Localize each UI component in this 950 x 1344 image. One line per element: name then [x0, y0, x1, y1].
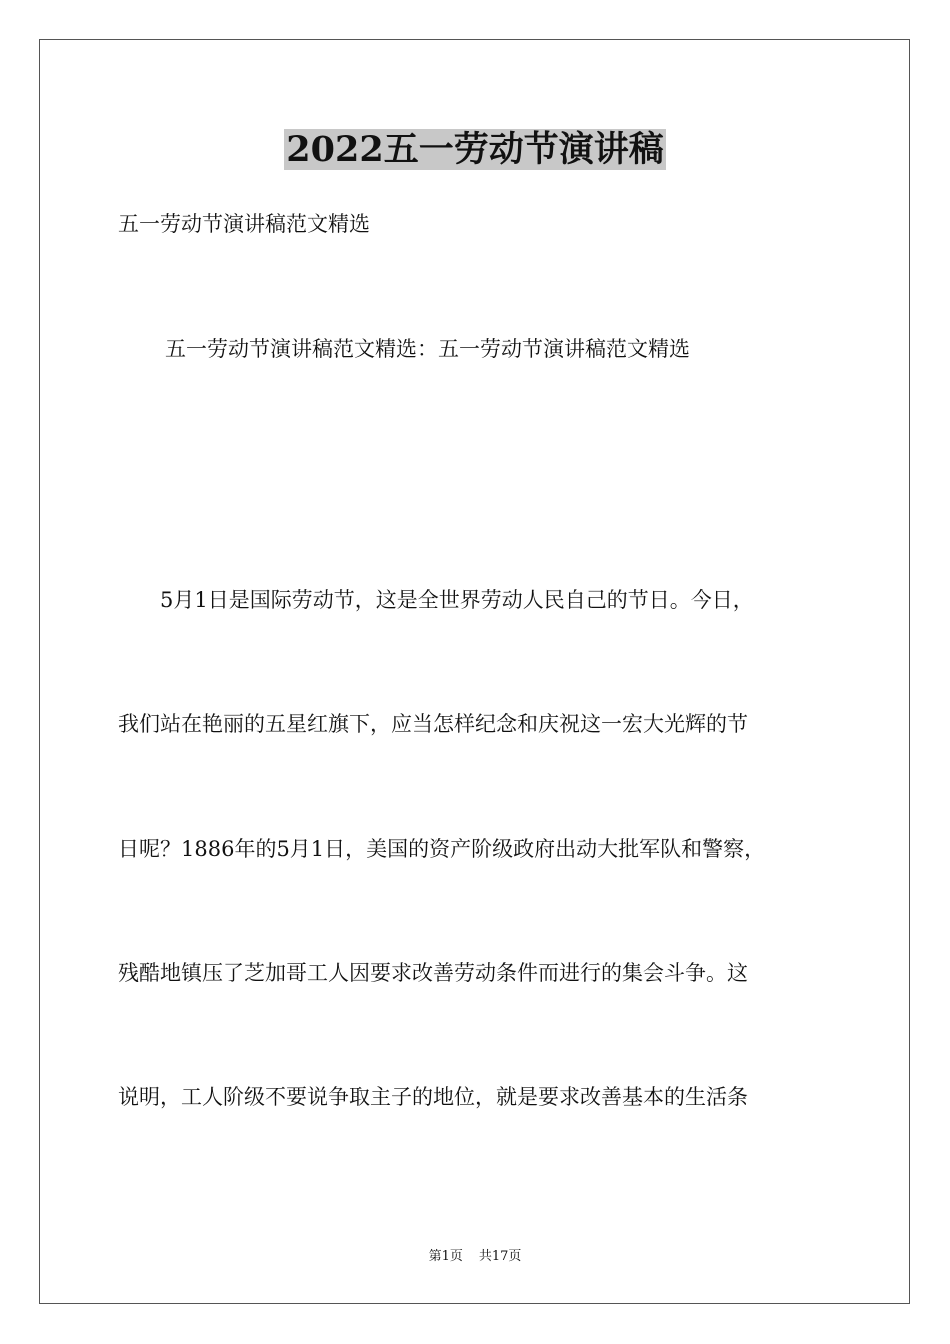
- document-subtitle: 五一劳动节演讲稿范文精选: [118, 212, 370, 236]
- page-total: 共17页: [478, 1249, 522, 1264]
- body-line-3: 日呢？1886年的5月1日，美国的资产阶级政府出动大批军队和警察，: [118, 837, 766, 861]
- body-line-1: 5月1日是国际劳动节，这是全世界劳动人民自己的节日。今日，: [160, 588, 754, 612]
- body-line-2: 我们站在艳丽的五星红旗下，应当怎样纪念和庆祝这一宏大光辉的节: [118, 712, 748, 736]
- document-title: [0, 128, 950, 172]
- page-number: 第1页: [428, 1249, 463, 1264]
- body-line-4: 残酷地镇压了芝加哥工人因要求改善劳动条件而进行的集会斗争。这: [118, 961, 748, 985]
- document-title-text: 2022五一劳动节演讲稿: [286, 129, 664, 170]
- lead-paragraph: 五一劳动节演讲稿范文精选：五一劳动节演讲稿范文精选: [165, 337, 690, 361]
- body-line-5: 说明，工人阶级不要说争取主子的地位，就是要求改善基本的生活条: [118, 1085, 748, 1109]
- page-footer: [0, 1248, 950, 1266]
